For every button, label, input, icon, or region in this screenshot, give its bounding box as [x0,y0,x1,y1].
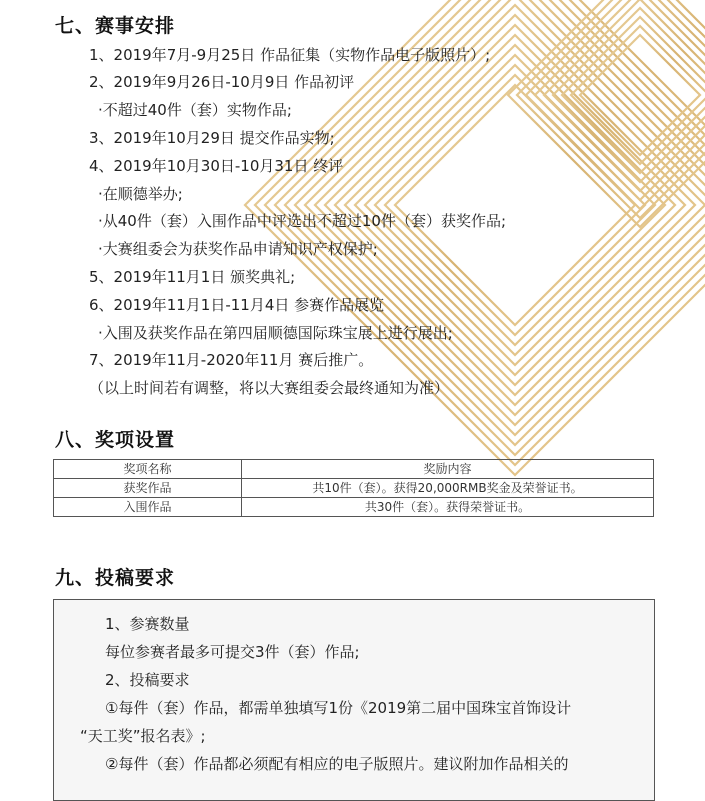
schedule-subitem: ·在顺德举办; [98,185,183,203]
schedule-subitem: ·从40件（套）入围作品中评选出不超过10件（套）获奖作品; [98,212,506,230]
schedule-item: 2、2019年9月26日-10月9日 作品初评 [89,73,355,91]
requirement-line: 每位参赛者最多可提交3件（套）作品; [105,643,360,661]
schedule-item: 1、2019年7月-9月25日 作品征集（实物作品电子版照片）; [89,46,491,64]
schedule-item: 4、2019年10月30日-10月31日 终评 [89,157,344,175]
schedule-subitem: ·大赛组委会为获奖作品申请知识产权保护; [98,240,378,258]
table-cell: 获奖作品 [54,479,242,498]
schedule-note: （以上时间若有调整，将以大赛组委会最终通知为准） [89,379,450,397]
section-8-title: 八、奖项设置 [55,429,176,451]
schedule-item: 3、2019年10月29日 提交作品实物; [89,129,335,147]
requirement-line: ②每件（套）作品都必须配有相应的电子版照片。建议附加作品相关的 [105,755,569,773]
schedule-subitem: ·入围及获奖作品在第四届顺德国际珠宝展上进行展出; [98,324,453,342]
schedule-subitem: ·不超过40件（套）实物作品; [98,101,292,119]
table-row [54,498,654,517]
section-9-title: 九、投稿要求 [55,567,176,589]
table-cell: 共10件（套）。获得20,000RMB奖金及荣誉证书。 [242,479,654,498]
submission-requirements-box [53,599,655,801]
schedule-item: 6、2019年11月1日-11月4日 参赛作品展览 [89,296,385,314]
table-header-cell: 奖励内容 [242,460,654,479]
table-cell: 入围作品 [54,498,242,517]
table-header-cell: 奖项名称 [54,460,242,479]
requirement-line: 1、参赛数量 [105,615,190,633]
requirement-line: 2、投稿要求 [105,671,190,689]
requirement-line: “天工奖”报名表》; [80,727,206,745]
table-header-row [54,460,654,479]
table-cell: 共30件（套）。获得荣誉证书。 [242,498,654,517]
schedule-item: 7、2019年11月-2020年11月 赛后推广。 [89,351,374,369]
section-7-title: 七、赛事安排 [55,15,176,37]
schedule-item: 5、2019年11月1日 颁奖典礼; [89,268,296,286]
requirement-line: ①每件（套）作品，都需单独填写1份《2019第二届中国珠宝首饰设计 [105,699,572,717]
awards-table [53,459,654,517]
table-row [54,479,654,498]
